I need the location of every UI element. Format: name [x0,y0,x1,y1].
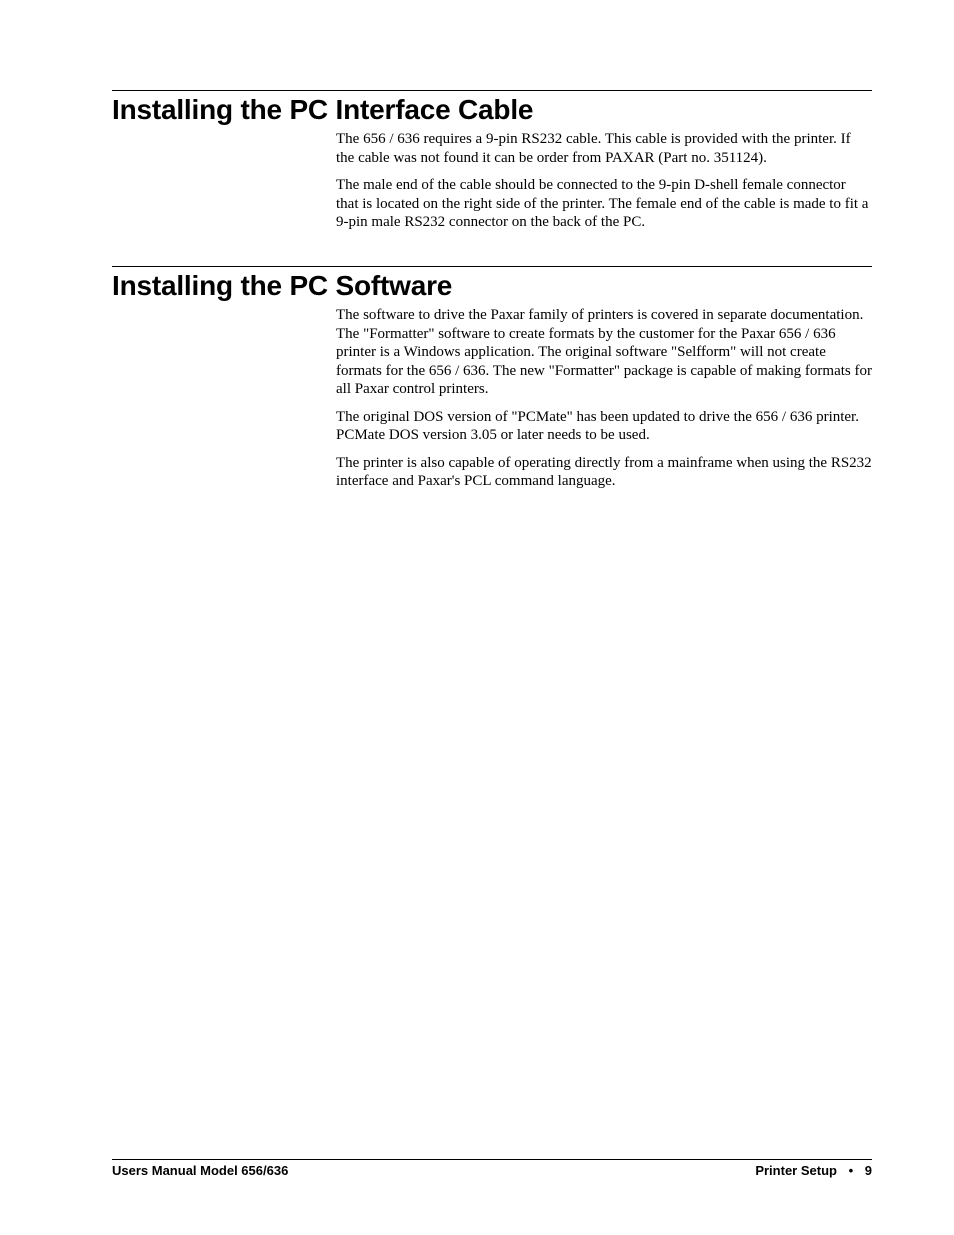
body-paragraph: The original DOS version of "PCMate" has been updated to drive the 656 / 636 printer. PCMate DOS version 3.05 or later needs to be used. [336,408,859,443]
section-pc-interface-cable [112,90,872,241]
body-paragraph: The 656 / 636 requires a 9-pin RS232 cable. This cable is provided with the printer. If the cable was not found it can be order from PAXAR (Part no. 351124). [336,131,851,166]
section-body [336,306,872,491]
footer-page-info [755,1163,872,1179]
body-paragraph: The printer is also capable of operating directly from a mainframe when using the RS232 interface and Paxar's PCL command language. [336,454,872,489]
section-heading: Installing the PC Software [112,270,453,301]
section-body [336,130,872,232]
section-divider [112,90,872,91]
page-footer [112,1159,872,1179]
body-paragraph: The software to drive the Paxar family of printers is covered in separate documentation. The "Formatter" software to create formats by the customer for the Paxar 656 / 636 printer is a Windows application. The original software "Selfform" will not create formats for the 656 / 636. The new "Formatter" package is capable of making formats for all Paxar control printers. [336,307,872,397]
footer-page-number: 9 [864,1163,872,1178]
section-pc-software [112,266,872,500]
footer-bullet: • [848,1163,854,1178]
body-paragraph: The male end of the cable should be connected to the 9-pin D-shell female connector that is located on the right side of the printer. The female end of the cable is made to fit a 9-pin male RS232 connector on the back of the PC. [336,177,869,230]
footer-section-name: Printer Setup [755,1163,837,1178]
section-heading: Installing the PC Interface Cable [112,94,534,125]
footer-manual-title: Users Manual Model 656/636 [112,1163,289,1178]
section-divider [112,266,872,267]
